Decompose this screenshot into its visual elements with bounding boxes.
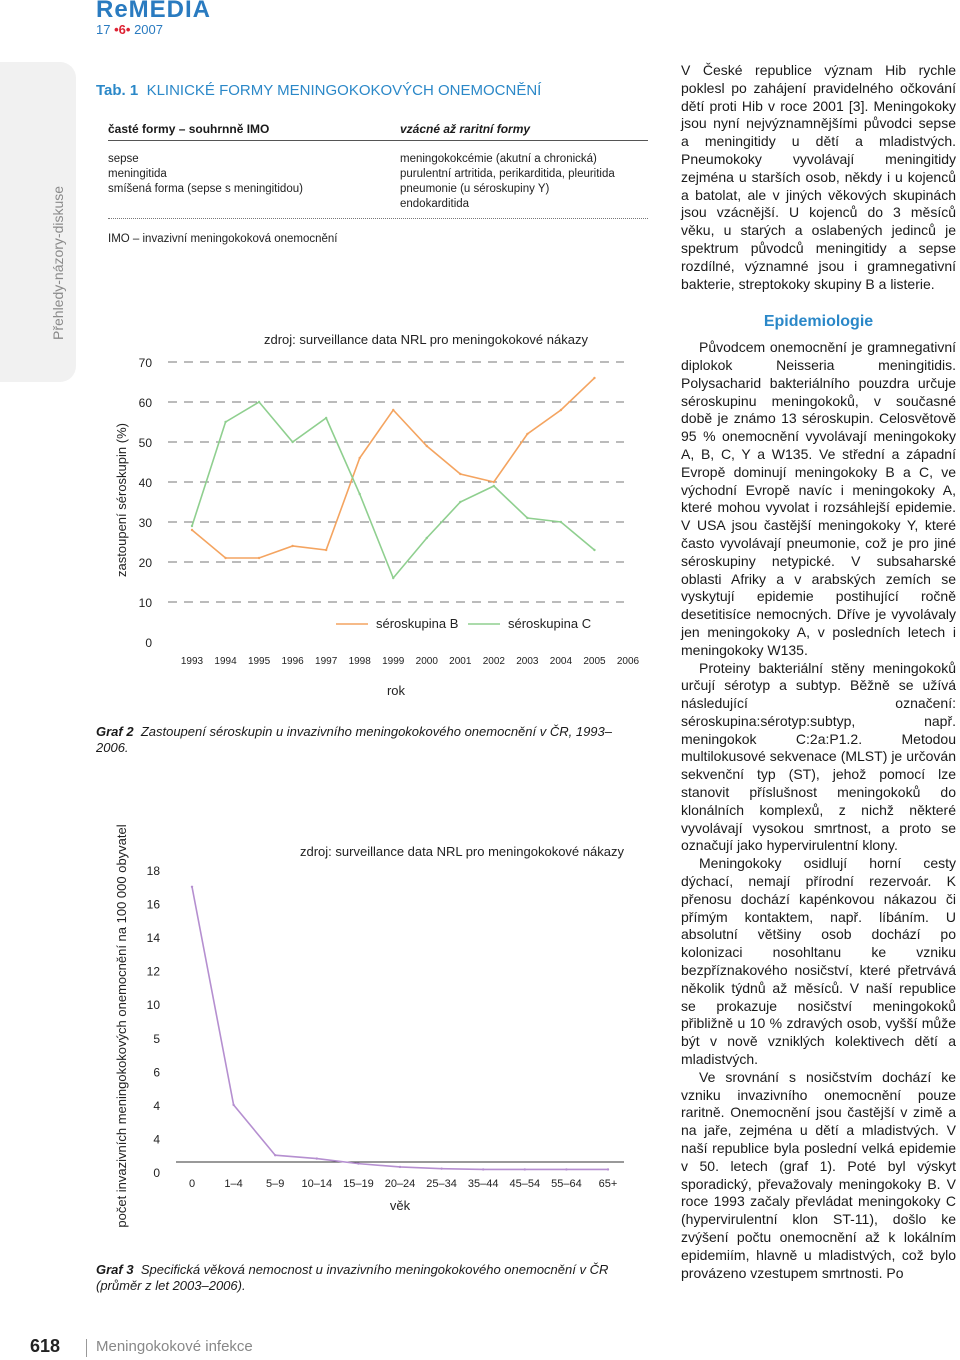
y-tick-label: 4 — [153, 1098, 160, 1113]
y-axis-label: počet invazivních meningokokových onemocnění na 100 000 obyvatel — [114, 824, 129, 1228]
data-point — [526, 517, 528, 519]
graph-2-caption: Graf 2 Zastoupení séroskupin u invazivního meningokokového onemocnění v ČR, 1993–2006. — [96, 724, 612, 755]
graph-2-serogroups — [96, 320, 656, 710]
data-point — [560, 521, 562, 523]
y-tick-label: 50 — [138, 436, 152, 450]
data-point — [560, 409, 562, 411]
x-tick-label: 2001 — [449, 656, 472, 667]
graph-3-caption: Graf 3 Specifická věková nemocnost u invazivního meningokokového onemocnění v ČR (průměr z let 2003–2006). — [96, 1262, 609, 1293]
list-item: meningitida — [108, 168, 167, 180]
table-col-header-common: časté formy – souhrnně IMO — [108, 122, 270, 136]
legend-label: séroskupina C — [508, 616, 592, 631]
x-tick-label: 1999 — [382, 656, 405, 667]
y-axis-label: zastoupení séroskupin (%) — [114, 423, 129, 577]
legend-label: séroskupina B — [376, 616, 459, 631]
x-tick-label: 1997 — [315, 656, 338, 667]
x-tick-label: 1–4 — [224, 1178, 243, 1190]
y-tick-label: 10 — [146, 998, 160, 1013]
x-tick-label: 15–19 — [343, 1178, 374, 1190]
x-tick-label: 65+ — [598, 1178, 618, 1190]
x-tick-label: 2004 — [549, 656, 573, 667]
data-point — [358, 493, 360, 495]
paragraph: Původcem onemocnění je gramnegativní diplokok Neisseria meningitidis. Polysacharid bakteriálního pouzdra určuje séroskupinu meningokoků, v současné době je známo 13 séroskupin. Celosvětově 95 % onemocnění vyvolávají meningokoky A, B, C, Y a W135. Ve střední a západní Evropě dominují meningokoky B a C, ve východní Evropě navíc i meningokoky A, které mohou vyvolat i rozsáhlejší epidemie. V USA jsou častější meningokoky Y, které často vyvolávají pneumonie, což je pro jiné séroskupiny netypické. V subsaharské oblasti Afriky a v arabských zemích se vyskytují epidemie postihující ročně desetitisíce nemocných. Dříve je vyvolávaly jen meningokoky A, v posledních letech i meningokoky W135. — [681, 339, 956, 658]
data-point — [258, 557, 260, 559]
paragraph: Ve srovnání s nosičstvím dochází ke vzniku invazivního onemocnění pouze raritně. Onemocnění jsou častější v zimě a na jaře, zejména u dětí a mladistvých. V naší republice byla poslední velká epidemie v 50. letech (graf 1). Poté byl výskyt sporadický, převažovaly meningokoky B. V roce 1993 začaly převládat meningokoky C (hypervirulentní klon ST-11), došlo ke zvýšení počtu onemocnění až k lokálním epidemiím, hlavně u mladistvých, což bylo provázeno vzestupem smrtnosti. Po — [681, 1068, 956, 1281]
data-point — [191, 529, 193, 531]
sidebar-section-label: Přehledy-názory-diskuse — [50, 185, 66, 340]
x-tick-label: 2002 — [482, 656, 505, 667]
paragraph: V České republice význam Hib rychle poklesl po zahájení pravidelného očkování dětí proti Hib v roce 2001 [3]. Meningokoky jsou nyní nejvýznamnějšími původci sepse a meningitidy u dětí a mladistvých. Pneumokoky vyvolávají meningitidy zejména u starších osob, někdy i u kojenců a batolat, ale v jiných věkových skupinách jsou vzácnější. U kojenců do 3 měsíců věku, u starých a oslabených jedinců je spektrum původců meningitidy a sepse rozdílné, významné jsou i gramnegativní bakterie, streptokoky skupiny B a listerie. — [681, 62, 956, 292]
data-point — [274, 1154, 276, 1156]
masthead — [96, 0, 211, 37]
x-axis-label: rok — [386, 683, 406, 698]
section-heading: Epidemiologie — [763, 313, 874, 331]
x-tick-label: 1993 — [180, 656, 204, 667]
data-point — [224, 421, 226, 423]
data-point — [426, 537, 428, 539]
paragraph: Proteiny bakteriální stěny meningokoků určují sérotyp a subtyp. Běžně se užívá následující označení: séroskupina:sérotyp:subtyp, např. meningokok C:2a:P1.2. Metodou multilokusové sekvenace (MLST) je určován sekvenční typ (ST), jehož pomocí lze stanovit příslušnost meningokoků do klonálních komplexů, z nichž některé vyvolávají vysokou smrtnost, a proto se označují jako hypervirulentní klony. — [681, 659, 956, 854]
issue-number: 17 •6• 2007 — [96, 22, 163, 37]
x-tick-label: 1998 — [348, 656, 371, 667]
data-point — [593, 549, 595, 551]
table-cell-rare — [400, 152, 615, 212]
footer-divider — [86, 1339, 87, 1357]
brand-logo: ReMEDIA — [96, 0, 212, 23]
data-point — [325, 549, 327, 551]
data-point — [426, 445, 428, 447]
list-item: purulentní artritida, perikarditida, pleuritida — [400, 168, 615, 180]
data-point — [526, 433, 528, 435]
y-tick-label: 30 — [138, 516, 152, 530]
data-point — [291, 545, 293, 547]
y-tick-label: 60 — [138, 396, 152, 410]
data-point — [291, 441, 293, 443]
x-tick-label: 2003 — [516, 656, 539, 667]
data-point — [392, 409, 394, 411]
data-point — [440, 1167, 442, 1169]
data-point — [607, 1168, 609, 1170]
graph-3-age-incidence — [96, 790, 656, 1230]
y-tick-label: 6 — [153, 1065, 160, 1080]
y-tick-label: 0 — [153, 1166, 160, 1180]
x-tick-label: 55–64 — [551, 1178, 582, 1190]
page-number: 618 — [30, 1336, 61, 1356]
x-tick-label: 0 — [188, 1178, 196, 1190]
list-item: endokarditida — [400, 198, 470, 210]
data-point — [392, 577, 394, 579]
x-tick-label: 2000 — [415, 656, 438, 667]
data-point — [191, 525, 193, 527]
series-line — [192, 887, 608, 1170]
data-point — [357, 1162, 359, 1164]
x-tick-label: 5–9 — [266, 1178, 285, 1190]
y-tick-label: 0 — [145, 636, 152, 650]
list-item: pneumonie (u séroskupiny Y) — [400, 183, 550, 195]
data-point — [565, 1168, 567, 1170]
table-divider — [108, 140, 648, 141]
x-tick-label: 1996 — [281, 656, 304, 667]
x-tick-label: 2006 — [616, 656, 640, 667]
data-point — [593, 377, 595, 379]
data-point — [258, 401, 260, 403]
chart-source: zdroj: surveillance data NRL pro meningokokové nákazy — [264, 332, 588, 347]
data-point — [459, 501, 461, 503]
table-col-header-rare: vzácné až raritní formy — [400, 122, 531, 136]
list-item: sepse — [108, 153, 139, 165]
data-point — [232, 1104, 234, 1106]
article-text — [681, 62, 956, 1282]
x-tick-label: 35–44 — [467, 1178, 499, 1190]
y-tick-label: 70 — [138, 356, 152, 370]
data-point — [399, 1166, 401, 1168]
list-item: meningokokcémie (akutní a chronická) — [400, 153, 597, 165]
paragraph: Meningokoky osidlují horní cesty dýchací, nemají přírodní rezervoár. K přenosu dochází kapénkovou nákazou či přímým kontaktem, např. líbáním. U absolutní většiny osob dochází po kolonizaci nosohltanu ke vzniku bezpříznakového nosičství, které přetrvává několik týdnů až měsíců. V naší republice se prokazuje nosičství meningokoků přibližně u 10 % zdravých osob, vyšší může být v nově vzniklých kolektivech dětí a mladistvých. — [681, 855, 956, 1068]
x-tick-label: 25–34 — [426, 1178, 457, 1190]
table-divider — [108, 218, 648, 219]
y-tick-label: 40 — [138, 476, 152, 490]
y-tick-label: 16 — [146, 897, 160, 912]
table-title: Tab. 1 KLINICKÉ FORMY MENINGOKOKOVÝCH ONEMOCNĚNÍ — [96, 82, 542, 99]
y-tick-label: 12 — [146, 964, 160, 979]
running-title: Meningokokové infekce — [96, 1338, 253, 1355]
x-tick-label: 1995 — [247, 656, 271, 667]
page-footer — [0, 1336, 960, 1360]
x-tick-label: 20–24 — [384, 1178, 416, 1190]
x-tick-label: 2005 — [583, 656, 606, 667]
x-axis-label: věk — [389, 1198, 411, 1213]
data-point — [325, 417, 327, 419]
y-tick-label: 10 — [138, 596, 152, 610]
data-point — [224, 557, 226, 559]
data-point — [358, 457, 360, 459]
y-tick-label: 4 — [153, 1132, 160, 1147]
x-tick-label: 45–54 — [509, 1178, 541, 1190]
x-tick-label: 10–14 — [301, 1178, 333, 1190]
data-point — [493, 481, 495, 483]
y-tick-label: 5 — [153, 1031, 160, 1046]
table-note: IMO – invazivní meningokoková onemocnění — [108, 233, 338, 245]
chart-source: zdroj: surveillance data NRL pro meningokokové nákazy — [300, 844, 624, 859]
y-tick-label: 14 — [146, 931, 160, 946]
list-item: smíšená forma (sepse s meningitidou) — [108, 183, 303, 195]
data-point — [316, 1157, 318, 1159]
y-tick-label: 20 — [138, 556, 152, 570]
x-tick-label: 1994 — [214, 656, 237, 667]
data-point — [482, 1168, 484, 1170]
data-point — [459, 473, 461, 475]
data-point — [191, 886, 193, 888]
data-point — [493, 485, 495, 487]
data-point — [524, 1168, 526, 1170]
table-cell-common — [108, 152, 303, 197]
y-tick-label: 18 — [146, 864, 160, 878]
series-line-b — [192, 378, 594, 558]
